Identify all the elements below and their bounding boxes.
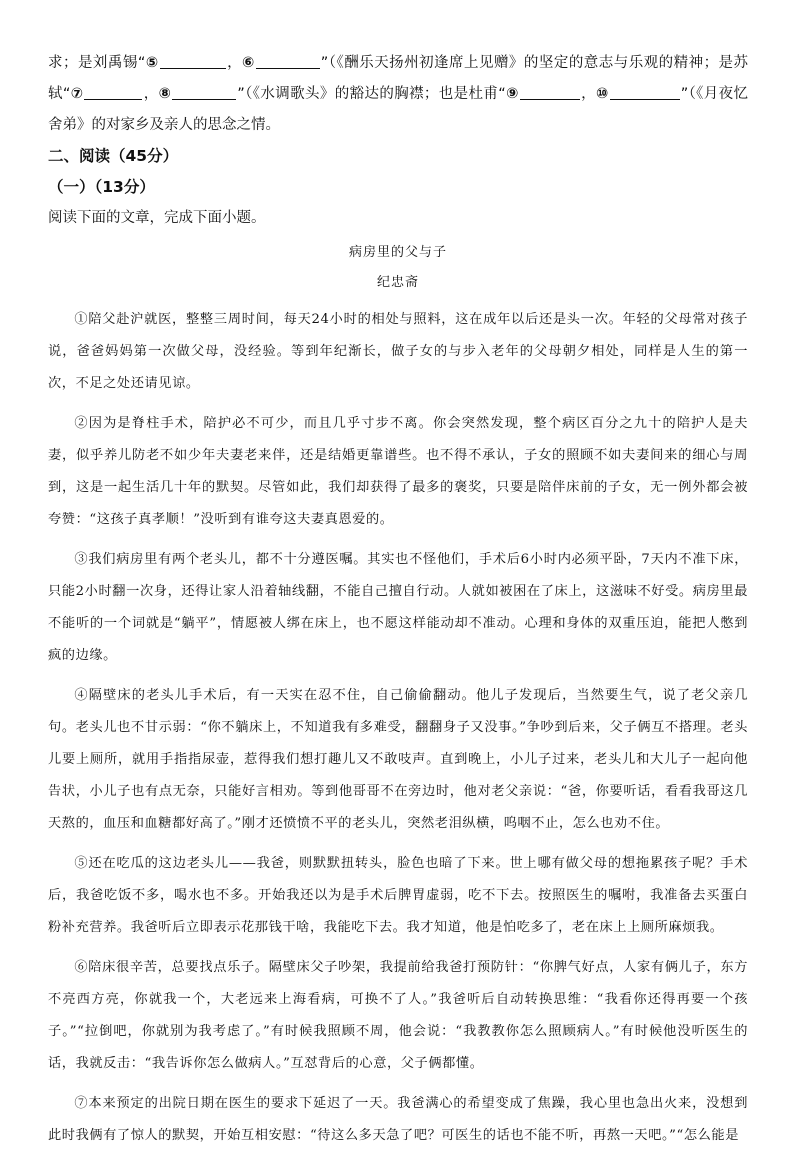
answer-blank-10[interactable] — [610, 83, 680, 100]
article-paragraph-4: ④隔壁床的老头儿手术后，有一天实在忍不住，自己偷偷翻动。他儿子发现后，当然要生气，说了老父亲几句。老头儿也不甘示弱：“你不躺床上，不知道我有多难受，翻翻身子又没事。”争吵到后来，父子俩互不搭理。老头儿要上厕所，就用手指指尿壶，惹得我们想打趣儿又不敢吱声。直到晚上，小儿子过来，老头儿和大儿子一起向他告状，小儿子也有点无奈，只能好言相劝。等到他哥哥不在旁边时，他对老父亲说：“爸，你要听话，看看我哥这几天熬的，血压和血糖都好高了。”刚才还愤愤不平的老头儿，突然老泪纵横，呜咽不止，怎么也劝不住。 — [48, 688, 748, 831]
article-body — [48, 304, 748, 1152]
blank-number-7: ⑦ — [70, 86, 84, 102]
blank-number-5: ⑤ — [145, 55, 159, 71]
article-paragraph-2: ②因为是脊柱手术，陪护必不可少，而且几乎寸步不离。你会突然发现，整个病区百分之九十的陪护人是夫妻，似乎养儿防老不如少年夫妻老来伴，还是结婚更靠谱些。也不得不承认，子女的照顾不如夫妻间来的细心与周到，这是一起生活几十年的默契。尽管如此，我们却获得了最多的褒奖，只要是陪伴床前的子女，无一例外都会被夸赞：“这孩子真孝顺！”没听到有谁夸这夫妻真恩爱的。 — [48, 416, 748, 527]
article-paragraph-6: ⑥陪床很辛苦，总要找点乐子。隔壁床父子吵架，我提前给我爸打预防针：“你脾气好点，人家有俩儿子，东方不亮西方亮，你就我一个，大老远来上海看病，可换不了人。”我爸听后自动转换思维：“我看你还得再要一个孩子。”“拉倒吧，你就别为我考虑了。”有时候我照顾不周，他会说：“我教教你怎么照顾病人。”有时候他没听医生的话，我就反击：“我告诉你怎么做病人。”互怼背后的心意，父子俩都懂。 — [48, 960, 748, 1071]
fill-in-question-text — [48, 48, 748, 141]
intro-text-3: ”（《酬乐天扬州初逢席上见赠》的坚定的意志与乐观的精神；是苏轼“ — [48, 55, 749, 102]
blank-number-10: ⑩ — [596, 86, 609, 102]
answer-blank-5[interactable] — [160, 52, 226, 69]
answer-blank-7[interactable] — [84, 83, 142, 100]
subsection-heading: （一）（13分） — [48, 178, 155, 196]
article-title: 病房里的父与子 — [348, 245, 447, 260]
intro-text-5: ”（《水调歌头》的豁达的胸襟；也是杜甫“ — [237, 86, 506, 102]
intro-text-7: ”（《月夜忆舍弟》的对家乡及亲人的思念之情。 — [48, 86, 749, 133]
section-heading: 二、阅读（45分） — [48, 147, 179, 165]
intro-text-4: ， — [143, 86, 159, 102]
blank-number-9: ⑨ — [505, 86, 519, 102]
article-paragraph-7: ⑦本来预定的出院日期在医生的要求下延迟了一天。我爸满心的希望变成了焦躁，我心里也急出火来，没想到此时我俩有了惊人的默契，开始互相安慰：“待这么多天急了吧？可医生的话也不能不听，再熬一天吧。”“怎么能是 — [48, 1096, 748, 1143]
intro-text-6: ， — [580, 86, 597, 102]
intro-text-2: ， — [226, 55, 243, 71]
reading-instruction: 阅读下面的文章，完成下面小题。 — [48, 210, 266, 226]
blank-number-6: ⑥ — [242, 55, 255, 71]
answer-blank-6[interactable] — [256, 52, 320, 69]
blank-number-8: ⑧ — [158, 86, 172, 102]
answer-blank-9[interactable] — [520, 83, 580, 100]
article-paragraph-5: ⑤还在吃瓜的这边老头儿——我爸，则默默扭转头，脸色也暗了下来。世上哪有做父母的想拖累孩子呢？手术后，我爸吃饭不多，喝水也不多。开始我还以为是手术后脾胃虚弱，吃不下去。按照医生的嘱咐，我准备去买蛋白粉补充营养。我爸听后立即表示花那钱干啥，我能吃下去。我才知道，他是怕吃多了，老在床上上厕所麻烦我。 — [48, 856, 748, 935]
article-paragraph-1: ①陪父赴沪就医，整整三周时间，每天24小时的相处与照料，这在成年以后还是头一次。年轻的父母常对孩子说，爸爸妈妈第一次做父母，没经验。等到年纪渐长，做子女的与步入老年的父母朝夕相处，同样是人生的第一次，不足之处还请见谅。 — [48, 312, 748, 391]
intro-text-1: 求；是刘禹锡“ — [48, 55, 146, 71]
article-author: 纪忠斋 — [376, 275, 419, 290]
article-paragraph-3: ③我们病房里有两个老头儿，都不十分遵医嘱。其实也不怪他们，手术后6小时内必须平卧，7天内不准下床，只能2小时翻一次身，还得让家人沿着轴线翻，不能自己擅自行动。人就如被困在了床上，这滋味不好受。病房里最不能听的一个词就是“躺平”，情愿被人绑在床上，也不愿这样能动却不准动。心理和身体的双重压迫，能把人憋到疯的边缘。 — [48, 552, 748, 663]
answer-blank-8[interactable] — [172, 83, 236, 100]
